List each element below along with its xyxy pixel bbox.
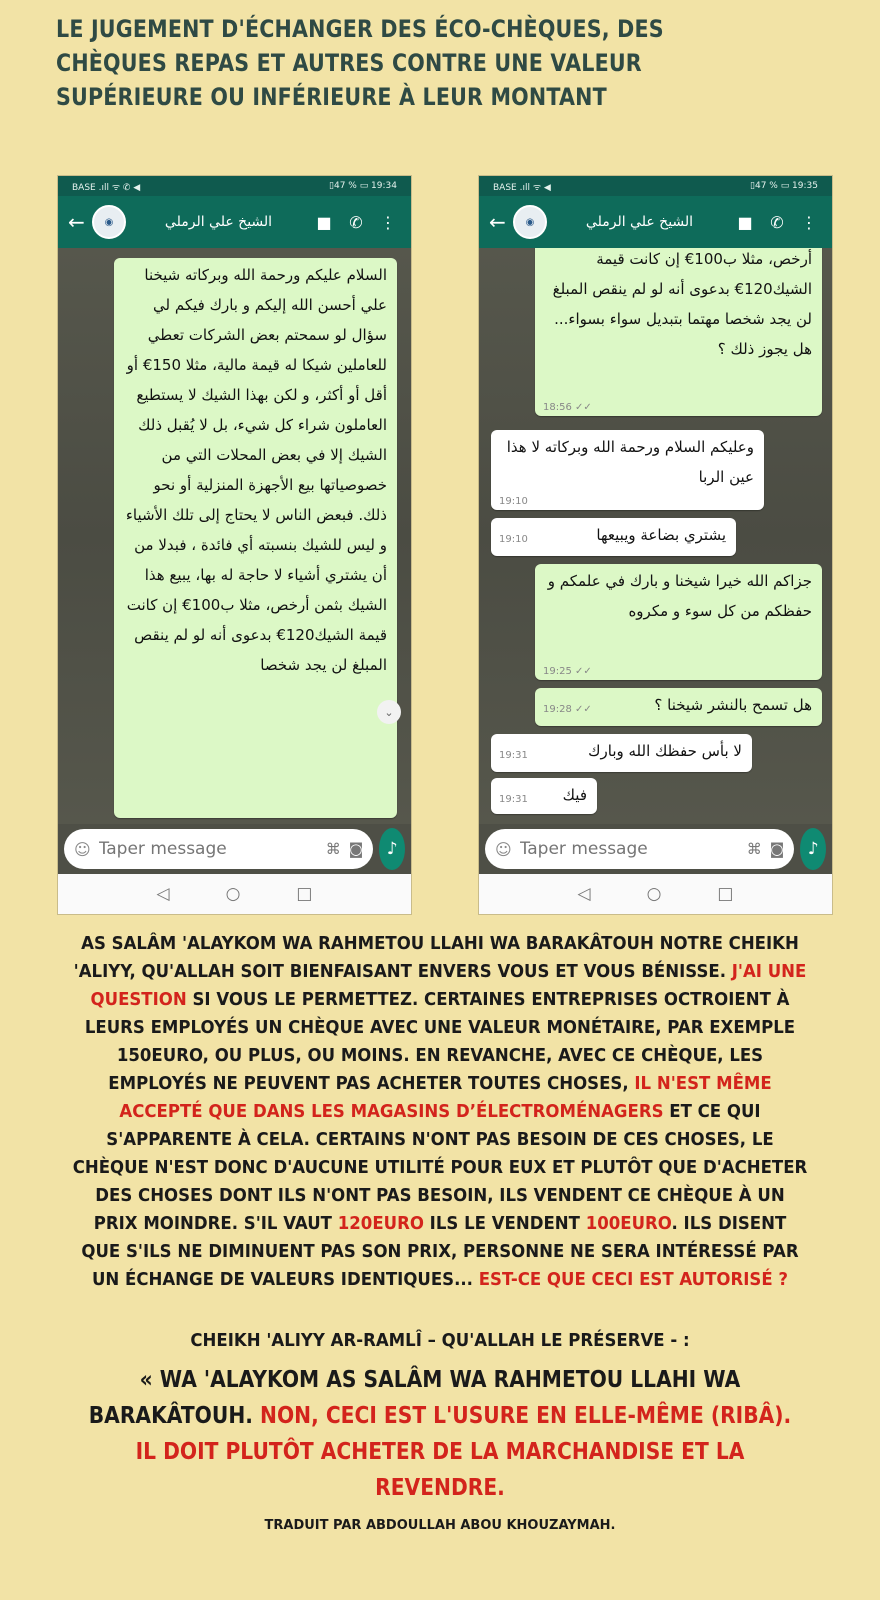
mic-button[interactable]	[800, 828, 826, 870]
nav-recents-icon[interactable]: □	[296, 884, 313, 904]
question-highlight: EST-CE QUE CECI EST AUTORISÉ ?	[478, 1269, 789, 1290]
nav-home-icon[interactable]: ○	[646, 884, 662, 904]
message-input-box	[64, 829, 373, 869]
nav-back-icon[interactable]: ◁	[156, 884, 170, 904]
mic-button[interactable]	[379, 828, 405, 870]
page-title: LE JUGEMENT D'ÉCHANGER DES ÉCO-CHÈQUES, DES CHÈQUES REPAS ET AUTRES CONTRE UNE VALEUR SUPÉRIEURE OU INFÉRIEURE À LEUR MONTANT	[56, 15, 664, 111]
more-menu-icon[interactable]: ⋮	[801, 212, 817, 232]
translator-credit: TRADUIT PAR ABDOULLAH ABOU KHOUZAYMAH.	[264, 1518, 616, 1533]
message-text: هل تسمح بالنشر شيخنا ؟	[654, 696, 812, 714]
question-part: ET CE QUI S'APPARENTE À CELA. CERTAINS N'ONT PAS BESOIN DE CES CHOSES, LE CHÈQUE N'EST DONC D'AUCUNE UTILITÉ POUR EUX ET PLUTÔT QUE D'ACHETER DES CHOSES DONT ILS N'ONT PAS BESOIN, ILS VENDENT CE CHÈQUE À UN PRIX MOINDRE. S'IL VAUT	[72, 1101, 808, 1234]
status-right: ▯47 % ▭ 19:35	[750, 181, 818, 191]
question-part: . ILS DISENT QUE S'ILS NE DIMINUENT PAS SON PRIX, PERSONNE NE SERA INTÉRESSÉ PAR UN ÉCHANGE DE VALEURS IDENTIQUES...	[81, 1213, 799, 1290]
message-time: 19:31	[499, 794, 528, 805]
chat-header	[58, 196, 411, 248]
message-bubble[interactable]	[491, 734, 752, 772]
message-input[interactable]	[520, 839, 739, 859]
message-text: أرخص، مثلا ب100€ إن كانت قيمة الشيك120€ بدعوى أنه لو لم ينقص المبلغ لن يجد شخصا مهتما بتبديل سواء بسواء... هل يجوز ذلك ؟	[552, 250, 812, 358]
message-text: السلام عليكم ورحمة الله وبركاته شيخنا علي أحسن الله إليكم و بارك فيكم لي سؤال لو سمحتم بعض الشركات تعطي للعاملين شيكا له قيمة مالية، مثلا 150€ أو أقل أو أكثر، و لكن بهذا الشيك لا يستطيع العاملون شراء كل شيء، بل لا يُقبل ذلك الشيك إلا في بعض المحلات التي من خصوصياتها بيع الأجهزة المنزلية أو نحو ذلك. فبعض الناس لا يحتاج إلى تلك الأشياء و ليس للشيك بنسبته أي فائدة ، فبدلا من أن يشتري أشياء لا حاجة له بها، يبيع هذا الشيك بثمن أرخص، مثلا ب100€ إن كانت قيمة الشيك120€ بدعوى أنه لو لم ينقص المبلغ لن يجد شخصا	[125, 266, 387, 674]
message-bubble[interactable]	[535, 248, 822, 416]
message-time: 19:28 ✓✓	[543, 704, 592, 715]
chat-area[interactable]	[58, 248, 411, 824]
contact-name[interactable]: الشيخ علي الرملي	[164, 214, 273, 230]
message-time: 19:31	[499, 750, 528, 761]
message-text: وعليكم السلام ورحمة الله وبركاته لا هذا عين الربا	[506, 438, 754, 486]
mic-icon: ♪	[386, 839, 398, 859]
status-bar	[479, 176, 832, 196]
question-part: ILS LE VENDENT	[423, 1213, 586, 1234]
composer	[479, 824, 832, 874]
phone-screenshot-right	[478, 175, 833, 915]
chat-area[interactable]	[479, 248, 832, 824]
message-text: فيك	[562, 786, 587, 804]
phone-call-icon[interactable]: ✆	[349, 212, 363, 232]
contact-name[interactable]: الشيخ علي الرملي	[585, 214, 694, 230]
message-bubble[interactable]	[491, 430, 764, 510]
nav-home-icon[interactable]: ○	[225, 884, 241, 904]
video-call-icon[interactable]: ■	[737, 212, 753, 232]
question-highlight: 120EURO	[337, 1213, 424, 1234]
nav-recents-icon[interactable]: □	[717, 884, 734, 904]
question-highlight: J'AI UNE QUESTION	[90, 961, 807, 1010]
question-highlight: 100EURO	[585, 1213, 672, 1234]
nav-back-icon[interactable]: ◁	[577, 884, 591, 904]
message-time: 19:10	[499, 534, 528, 545]
attach-icon[interactable]: ⌘	[325, 840, 341, 858]
back-arrow-icon[interactable]: ←	[489, 210, 506, 234]
video-call-icon[interactable]: ■	[316, 212, 332, 232]
phone-call-icon[interactable]: ✆	[770, 212, 784, 232]
question-part: SI VOUS LE PERMETTEZ. CERTAINES ENTREPRISES OCTROIENT À LEURS EMPLOYÉS UN CHÈQUE AVEC UNE VALEUR MONÉTAIRE, PAR EXEMPLE 150EURO, OU PLUS, OU MOINS. EN REVANCHE, AVEC CE CHÈQUE, LES EMPLOYÉS NE PEUVENT PAS ACHETER TOUTES CHOSES,	[84, 989, 796, 1094]
question-highlight: IL N'EST MÊME ACCEPTÉ QUE DANS LES MAGASINS D’ÉLECTROMÉNAGERS	[119, 1073, 772, 1122]
status-left: BASE .ıll ᯤ ✆ ◀	[72, 182, 141, 193]
message-bubble[interactable]	[491, 778, 597, 814]
answer-highlight: NON, CECI EST L'USURE EN ELLE-MÊME (RIBÂ). IL DOIT PLUTÔT ACHETER DE LA MARCHANDISE ET LA REVENDRE.	[135, 1403, 792, 1501]
chat-header	[479, 196, 832, 248]
status-right: ▯47 % ▭ 19:34	[329, 181, 397, 191]
message-text: لا بأس حفظك الله وبارك	[588, 742, 742, 760]
message-bubble[interactable]	[535, 564, 822, 680]
status-bar	[58, 176, 411, 196]
status-left: BASE .ıll ᯤ ◀	[493, 182, 551, 193]
message-bubble[interactable]	[535, 688, 822, 726]
scroll-down-icon[interactable]: ⌄	[377, 700, 401, 724]
more-menu-icon[interactable]: ⋮	[380, 212, 396, 232]
message-time: 19:25 ✓✓	[543, 666, 592, 677]
attach-icon[interactable]: ⌘	[746, 840, 762, 858]
camera-icon[interactable]: ◙	[348, 840, 364, 858]
composer	[58, 824, 411, 874]
emoji-icon[interactable]: ☺	[495, 839, 512, 859]
emoji-icon[interactable]: ☺	[74, 839, 91, 859]
message-bubble[interactable]	[491, 518, 736, 556]
message-input-box	[485, 829, 794, 869]
message-text: جزاكم الله خيرا شيخنا و بارك في علمكم و حفظكم من كل سوء و مكروه	[547, 572, 812, 620]
message-bubble[interactable]	[114, 258, 397, 818]
android-nav-bar	[58, 874, 411, 914]
back-arrow-icon[interactable]: ←	[68, 210, 85, 234]
answer-translation	[88, 1362, 792, 1506]
avatar[interactable]: ◉	[92, 205, 126, 239]
message-input[interactable]	[99, 839, 318, 859]
mic-icon: ♪	[807, 839, 819, 859]
question-translation	[72, 930, 808, 1294]
answer-heading: CHEIKH 'ALIYY AR-RAMLÎ – QU'ALLAH LE PRÉSERVE - :	[190, 1330, 690, 1351]
android-nav-bar	[479, 874, 832, 914]
phone-screenshot-left	[57, 175, 412, 915]
message-text: يشتري بضاعة ويبيعها	[596, 526, 726, 544]
message-time: 19:10	[499, 496, 528, 507]
avatar[interactable]: ◉	[513, 205, 547, 239]
message-time: 18:56 ✓✓	[543, 402, 592, 413]
question-part: AS SALÂM 'ALAYKOM WA RAHMETOU LLAHI WA BARAKÂTOUH NOTRE CHEIKH 'ALIYY, QU'ALLAH SOIT BIENFAISANT ENVERS VOUS ET VOUS BÉNISSE.	[73, 933, 799, 982]
camera-icon[interactable]: ◙	[769, 840, 785, 858]
answer-part: « WA 'ALAYKOM AS SALÂM WA RAHMETOU LLAHI WA BARAKÂTOUH.	[88, 1367, 741, 1429]
